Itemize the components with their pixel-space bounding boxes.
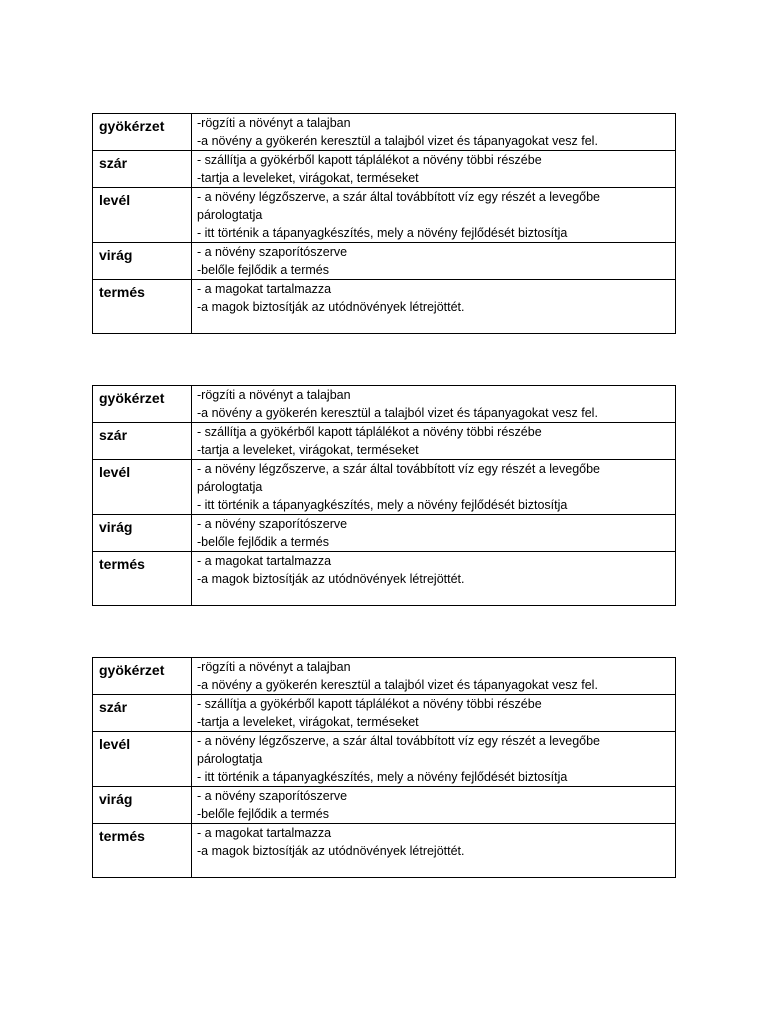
description-line: -a magok biztosítják az utódnövények létrejöttét. bbox=[197, 844, 465, 858]
row-term: gyökérzet bbox=[93, 114, 192, 151]
row-description bbox=[192, 243, 676, 280]
table-row bbox=[93, 151, 676, 188]
table-row bbox=[93, 658, 676, 695]
description-line: -a növény a gyökerén keresztül a talajból vizet és tápanyagokat vesz fel. bbox=[197, 678, 598, 692]
description-line: - itt történik a tápanyagkészítés, mely a növény fejlődését biztosítja bbox=[197, 770, 568, 784]
description-line: párologtatja bbox=[197, 752, 263, 766]
description-line: - szállítja a gyökérből kapott táplálékot a növény többi részébe bbox=[197, 697, 542, 711]
row-term: gyökérzet bbox=[93, 386, 192, 423]
table-row bbox=[93, 114, 676, 151]
description-line: -a magok biztosítják az utódnövények létrejöttét. bbox=[197, 300, 465, 314]
description-line: - szállítja a gyökérből kapott táplálékot a növény többi részébe bbox=[197, 153, 542, 167]
description-line: - a magokat tartalmazza bbox=[197, 282, 332, 296]
row-description bbox=[192, 552, 676, 606]
description-line: -rögzíti a növényt a talajban bbox=[197, 660, 351, 674]
row-term: szár bbox=[93, 695, 192, 732]
description-line: -a növény a gyökerén keresztül a talajból vizet és tápanyagokat vesz fel. bbox=[197, 406, 598, 420]
row-term: levél bbox=[93, 188, 192, 243]
plant-parts-table bbox=[92, 657, 676, 878]
row-description bbox=[192, 658, 676, 695]
table-row bbox=[93, 732, 676, 787]
description-line: párologtatja bbox=[197, 208, 263, 222]
table-row bbox=[93, 552, 676, 606]
row-term: termés bbox=[93, 824, 192, 878]
description-line: -belőle fejlődik a termés bbox=[197, 263, 330, 277]
description-line: - a növény légzőszerve, a szár által továbbított víz egy részét a levegőbe bbox=[197, 462, 600, 476]
table-row bbox=[93, 824, 676, 878]
row-term: virág bbox=[93, 787, 192, 824]
table-row bbox=[93, 243, 676, 280]
description-line: - itt történik a tápanyagkészítés, mely a növény fejlődését biztosítja bbox=[197, 498, 568, 512]
description-line: -belőle fejlődik a termés bbox=[197, 535, 330, 549]
table-row bbox=[93, 386, 676, 423]
row-term: termés bbox=[93, 280, 192, 334]
row-description bbox=[192, 695, 676, 732]
row-term: levél bbox=[93, 460, 192, 515]
description-line: -tartja a leveleket, virágokat, terméseket bbox=[197, 171, 419, 185]
table-row bbox=[93, 188, 676, 243]
row-description bbox=[192, 188, 676, 243]
row-term: gyökérzet bbox=[93, 658, 192, 695]
row-term: termés bbox=[93, 552, 192, 606]
row-description bbox=[192, 280, 676, 334]
table-row bbox=[93, 695, 676, 732]
row-description bbox=[192, 824, 676, 878]
plant-parts-table bbox=[92, 385, 676, 606]
table-row bbox=[93, 515, 676, 552]
description-line: - a növény szaporítószerve bbox=[197, 517, 348, 531]
plant-parts-table bbox=[92, 113, 676, 334]
description-line: -a növény a gyökerén keresztül a talajból vizet és tápanyagokat vesz fel. bbox=[197, 134, 598, 148]
row-term: virág bbox=[93, 515, 192, 552]
row-description bbox=[192, 732, 676, 787]
row-description bbox=[192, 423, 676, 460]
description-line: - a növény szaporítószerve bbox=[197, 245, 348, 259]
row-description bbox=[192, 386, 676, 423]
row-description bbox=[192, 460, 676, 515]
table-row bbox=[93, 787, 676, 824]
description-line: - itt történik a tápanyagkészítés, mely a növény fejlődését biztosítja bbox=[197, 226, 568, 240]
description-line: -rögzíti a növényt a talajban bbox=[197, 116, 351, 130]
table-row bbox=[93, 280, 676, 334]
row-term: szár bbox=[93, 151, 192, 188]
table-row bbox=[93, 423, 676, 460]
description-line: -tartja a leveleket, virágokat, terméseket bbox=[197, 443, 419, 457]
description-line: - a növény légzőszerve, a szár által továbbított víz egy részét a levegőbe bbox=[197, 190, 600, 204]
row-description bbox=[192, 151, 676, 188]
table-row bbox=[93, 460, 676, 515]
row-term: levél bbox=[93, 732, 192, 787]
description-line: - a magokat tartalmazza bbox=[197, 826, 332, 840]
description-line: -rögzíti a növényt a talajban bbox=[197, 388, 351, 402]
description-line: - a növény szaporítószerve bbox=[197, 789, 348, 803]
row-description bbox=[192, 787, 676, 824]
row-description bbox=[192, 515, 676, 552]
row-term: virág bbox=[93, 243, 192, 280]
description-line: párologtatja bbox=[197, 480, 263, 494]
description-line: - a növény légzőszerve, a szár által továbbított víz egy részét a levegőbe bbox=[197, 734, 600, 748]
row-description bbox=[192, 114, 676, 151]
description-line: - a magokat tartalmazza bbox=[197, 554, 332, 568]
row-term: szár bbox=[93, 423, 192, 460]
description-line: -belőle fejlődik a termés bbox=[197, 807, 330, 821]
description-line: -a magok biztosítják az utódnövények létrejöttét. bbox=[197, 572, 465, 586]
description-line: -tartja a leveleket, virágokat, terméseket bbox=[197, 715, 419, 729]
description-line: - szállítja a gyökérből kapott táplálékot a növény többi részébe bbox=[197, 425, 542, 439]
